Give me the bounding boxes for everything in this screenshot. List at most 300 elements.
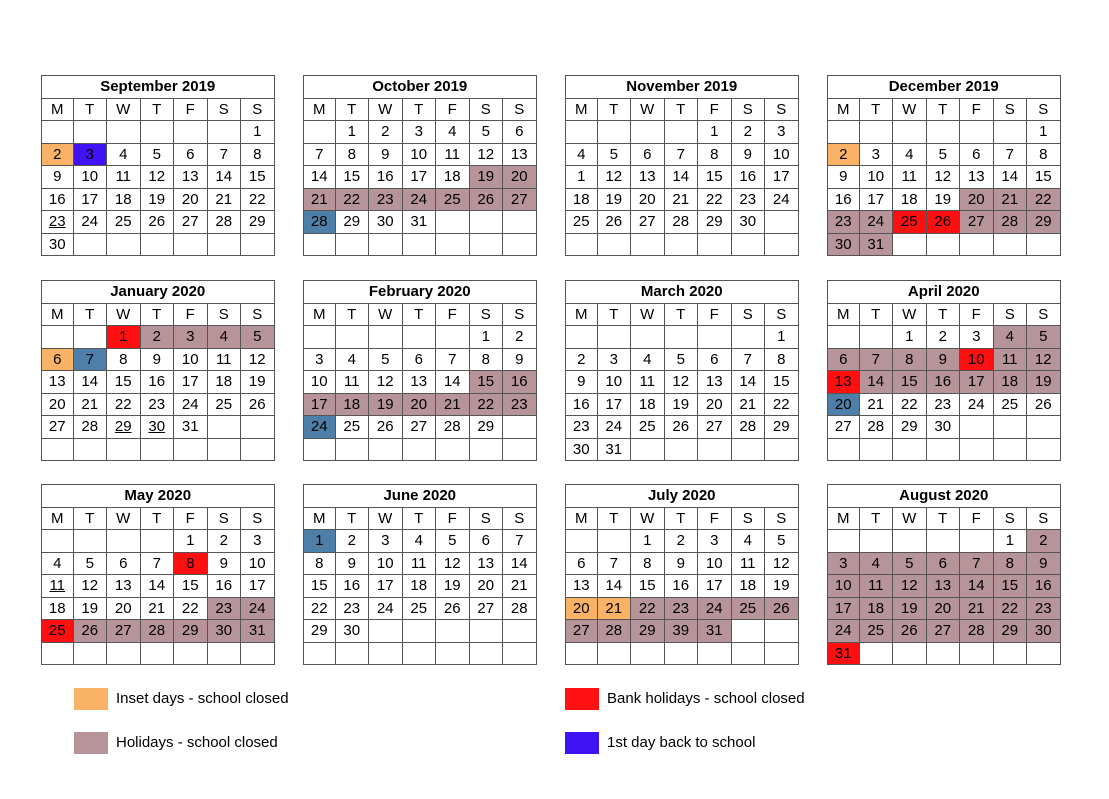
day-number: 4 [414,532,423,550]
day-number: 7 [515,532,524,550]
day-cell [664,188,698,211]
empty-day-cell [597,121,631,144]
month-title: April 2020 [828,281,1061,304]
day-cell [304,597,336,620]
day-number: 15 [705,168,723,186]
empty-day-cell [993,438,1027,461]
weekday-header: S [993,98,1027,121]
empty-day-cell [304,438,336,461]
day-cell [926,575,960,598]
day-cell [731,552,765,575]
day-cell [207,211,241,234]
empty-day-cell [42,326,74,349]
day-number: 29 [343,213,361,231]
day-number: 7 [676,145,685,163]
empty-day-cell [631,233,665,256]
day-cell [1027,552,1061,575]
day-number: 3 [609,350,618,368]
day-cell [731,166,765,189]
day-cell [597,575,631,598]
day-cell [926,552,960,575]
empty-day-cell [926,642,960,665]
day-cell [503,597,537,620]
day-number: 20 [477,577,495,595]
day-number: 27 [114,622,132,640]
day-cell [828,552,860,575]
empty-day-cell [241,438,275,461]
day-cell [335,121,369,144]
day-number: 20 [410,395,428,413]
empty-day-cell [207,438,241,461]
empty-day-cell [731,438,765,461]
day-number: 31 [705,622,723,640]
day-cell [926,166,960,189]
day-number: 12 [672,373,690,391]
legend-swatch-holiday [74,732,108,754]
day-number: 15 [638,577,656,595]
day-cell [140,371,174,394]
day-cell [503,121,537,144]
day-number: 8 [643,554,652,572]
weekday-header: T [73,303,107,326]
day-number: 3 [186,328,195,346]
day-cell [731,121,765,144]
day-number: 10 [181,350,199,368]
day-cell [42,416,74,439]
day-number: 3 [315,350,324,368]
day-cell [304,575,336,598]
day-number: 14 [1001,168,1019,186]
day-number: 24 [310,418,328,436]
day-number: 27 [477,599,495,617]
empty-day-cell [993,121,1027,144]
day-number: 21 [1001,190,1019,208]
empty-day-cell [664,438,698,461]
day-cell [597,393,631,416]
day-number: 21 [510,577,528,595]
legend-swatch-first-day [565,732,599,754]
day-number: 7 [609,554,618,572]
day-number: 13 [477,554,495,572]
day-cell [436,530,470,553]
day-cell [926,620,960,643]
day-cell [566,211,598,234]
day-number: 29 [310,622,328,640]
day-cell [731,371,765,394]
day-cell [369,166,403,189]
weekday-header: S [731,98,765,121]
day-number: 25 [343,418,361,436]
day-cell [241,326,275,349]
weekday-header: S [241,303,275,326]
day-cell [335,143,369,166]
day-cell [107,211,141,234]
day-number: 23 [510,395,528,413]
month-calendar [303,75,537,256]
empty-day-cell [369,438,403,461]
day-number: 18 [343,395,361,413]
day-cell [335,575,369,598]
day-cell [503,393,537,416]
day-cell [664,371,698,394]
empty-day-cell [402,233,436,256]
weekday-header: M [304,98,336,121]
day-number: 26 [376,418,394,436]
weekday-header: F [174,98,208,121]
day-number: 26 [900,622,918,640]
weekday-header: W [631,507,665,530]
day-number: 25 [867,622,885,640]
day-cell [369,211,403,234]
empty-day-cell [731,642,765,665]
day-number: 26 [772,599,790,617]
day-cell [631,166,665,189]
day-cell [335,211,369,234]
day-cell [436,393,470,416]
weekday-header: T [335,507,369,530]
day-cell [960,326,994,349]
day-cell [369,416,403,439]
day-cell [174,597,208,620]
empty-day-cell [993,642,1027,665]
empty-day-cell [140,530,174,553]
day-number: 8 [253,145,262,163]
day-cell [993,143,1027,166]
day-number: 16 [215,577,233,595]
day-cell [436,371,470,394]
day-number: 27 [48,418,66,436]
weekday-header: S [503,303,537,326]
day-cell [503,371,537,394]
day-number: 19 [248,373,266,391]
empty-day-cell [698,438,732,461]
day-number: 9 [381,145,390,163]
day-cell [765,597,799,620]
day-number: 23 [739,190,757,208]
day-number: 18 [215,373,233,391]
empty-day-cell [42,121,74,144]
weekday-header: M [828,303,860,326]
empty-day-cell [503,642,537,665]
day-cell [859,188,893,211]
day-number: 8 [777,350,786,368]
weekday-header: S [765,507,799,530]
day-cell [993,552,1027,575]
day-number: 30 [343,622,361,640]
day-cell [893,575,927,598]
empty-day-cell [926,530,960,553]
day-cell [241,620,275,643]
day-cell [960,393,994,416]
weekday-header: T [402,98,436,121]
day-number: 15 [114,373,132,391]
day-number: 30 [48,235,66,253]
day-number: 22 [638,599,656,617]
empty-day-cell [402,642,436,665]
weekday-header: W [893,507,927,530]
day-cell [631,371,665,394]
day-cell [926,326,960,349]
day-number: 10 [834,577,852,595]
day-cell [503,575,537,598]
weekday-header: S [1027,98,1061,121]
day-cell [893,552,927,575]
empty-day-cell [107,233,141,256]
day-number: 19 [477,168,495,186]
empty-day-cell [304,326,336,349]
day-cell [107,620,141,643]
empty-day-cell [960,233,994,256]
day-number: 6 [643,145,652,163]
day-cell [304,371,336,394]
empty-day-cell [597,233,631,256]
empty-day-cell [369,620,403,643]
day-number: 19 [672,395,690,413]
day-cell [207,597,241,620]
day-cell [597,438,631,461]
day-cell [631,620,665,643]
day-cell [664,166,698,189]
empty-day-cell [402,326,436,349]
day-cell [1027,188,1061,211]
day-cell [436,575,470,598]
day-cell [698,143,732,166]
day-cell [503,188,537,211]
day-number: 4 [219,328,228,346]
day-number: 30 [148,418,166,436]
empty-day-cell [765,211,799,234]
weekday-header: S [1027,303,1061,326]
day-cell [597,552,631,575]
day-cell [597,416,631,439]
day-number: 18 [1001,373,1019,391]
day-number: 1 [577,168,586,186]
empty-day-cell [993,416,1027,439]
empty-day-cell [664,121,698,144]
empty-day-cell [926,438,960,461]
day-cell [893,348,927,371]
day-number: 2 [347,532,356,550]
day-number: 29 [477,418,495,436]
month-title: June 2020 [304,485,537,508]
day-number: 23 [672,599,690,617]
empty-day-cell [828,530,860,553]
day-cell [369,530,403,553]
day-cell [993,166,1027,189]
day-cell [993,620,1027,643]
day-number: 5 [905,554,914,572]
day-number: 23 [834,213,852,231]
day-number: 14 [81,373,99,391]
day-number: 24 [705,599,723,617]
day-number: 14 [148,577,166,595]
weekday-header: T [859,303,893,326]
day-number: 26 [605,213,623,231]
month-title: July 2020 [566,485,799,508]
day-number: 13 [48,373,66,391]
day-number: 27 [638,213,656,231]
day-cell [73,188,107,211]
day-number: 28 [867,418,885,436]
empty-day-cell [503,416,537,439]
weekday-header: S [207,507,241,530]
weekday-header: T [597,507,631,530]
day-number: 19 [443,577,461,595]
day-number: 12 [376,373,394,391]
day-number: 8 [119,350,128,368]
day-cell [993,393,1027,416]
empty-day-cell [174,121,208,144]
empty-day-cell [304,121,336,144]
day-number: 25 [1001,395,1019,413]
day-number: 10 [867,168,885,186]
day-number: 26 [672,418,690,436]
day-number: 20 [181,190,199,208]
day-cell [42,597,74,620]
weekday-header: F [436,98,470,121]
day-cell [207,575,241,598]
empty-day-cell [566,530,598,553]
empty-day-cell [42,642,74,665]
day-cell [174,575,208,598]
day-cell [304,143,336,166]
day-number: 20 [114,599,132,617]
weekday-header: S [241,98,275,121]
day-cell [42,233,74,256]
day-number: 4 [743,532,752,550]
day-cell [402,211,436,234]
day-cell [893,371,927,394]
day-number: 1 [777,328,786,346]
day-cell [828,575,860,598]
day-number: 14 [739,373,757,391]
empty-day-cell [893,530,927,553]
day-cell [174,552,208,575]
day-number: 11 [343,373,360,391]
day-cell [698,393,732,416]
day-number: 25 [638,418,656,436]
day-number: 12 [248,350,266,368]
day-cell [503,530,537,553]
day-number: 20 [967,190,985,208]
weekday-header: S [993,303,1027,326]
day-number: 18 [739,577,757,595]
day-cell [207,143,241,166]
day-number: 11 [739,554,756,572]
day-number: 4 [643,350,652,368]
day-number: 19 [934,190,952,208]
day-number: 18 [48,599,66,617]
day-cell [1027,620,1061,643]
day-cell [304,211,336,234]
day-number: 4 [1005,328,1014,346]
day-cell [859,371,893,394]
day-cell [1027,166,1061,189]
empty-day-cell [335,233,369,256]
day-number: 13 [181,168,199,186]
day-cell [597,143,631,166]
day-cell [765,393,799,416]
day-cell [402,393,436,416]
day-number: 29 [181,622,199,640]
day-cell [859,416,893,439]
day-cell [304,393,336,416]
weekday-header: W [107,303,141,326]
day-number: 27 [834,418,852,436]
day-number: 24 [376,599,394,617]
day-cell [566,143,598,166]
weekday-header: T [664,98,698,121]
day-number: 1 [1039,123,1048,141]
day-number: 39 [672,622,690,640]
day-number: 8 [315,554,324,572]
day-number: 3 [85,145,94,163]
empty-day-cell [859,530,893,553]
day-cell [73,552,107,575]
day-cell [207,393,241,416]
weekday-header: T [402,303,436,326]
day-number: 28 [148,622,166,640]
month-calendar [41,484,275,665]
day-number: 17 [310,395,328,413]
empty-day-cell [335,326,369,349]
legend-label-inset: Inset days - school closed [116,690,289,707]
day-number: 9 [938,350,947,368]
day-cell [503,143,537,166]
day-number: 5 [938,145,947,163]
day-cell [960,211,994,234]
day-number: 16 [739,168,757,186]
month-calendar [565,75,799,256]
day-number: 22 [310,599,328,617]
empty-day-cell [597,530,631,553]
empty-day-cell [960,642,994,665]
day-number: 19 [605,190,623,208]
day-cell [926,143,960,166]
day-number: 25 [443,190,461,208]
day-number: 5 [481,123,490,141]
day-number: 4 [347,350,356,368]
weekday-header: S [241,507,275,530]
day-cell [107,416,141,439]
weekday-header: F [698,98,732,121]
day-cell [174,326,208,349]
day-number: 22 [1034,190,1052,208]
day-number: 1 [1005,532,1014,550]
day-cell [731,211,765,234]
day-cell [664,530,698,553]
empty-day-cell [107,530,141,553]
day-cell [436,188,470,211]
empty-day-cell [369,642,403,665]
day-number: 21 [739,395,757,413]
day-cell [698,416,732,439]
day-number: 24 [772,190,790,208]
weekday-header: T [859,507,893,530]
day-cell [731,143,765,166]
day-cell [241,143,275,166]
empty-day-cell [140,121,174,144]
day-cell [42,552,74,575]
day-cell [1027,121,1061,144]
empty-day-cell [436,642,470,665]
day-cell [859,620,893,643]
day-number: 3 [972,328,981,346]
day-number: 7 [871,350,880,368]
day-number: 28 [510,599,528,617]
day-number: 13 [114,577,132,595]
day-number: 18 [572,190,590,208]
